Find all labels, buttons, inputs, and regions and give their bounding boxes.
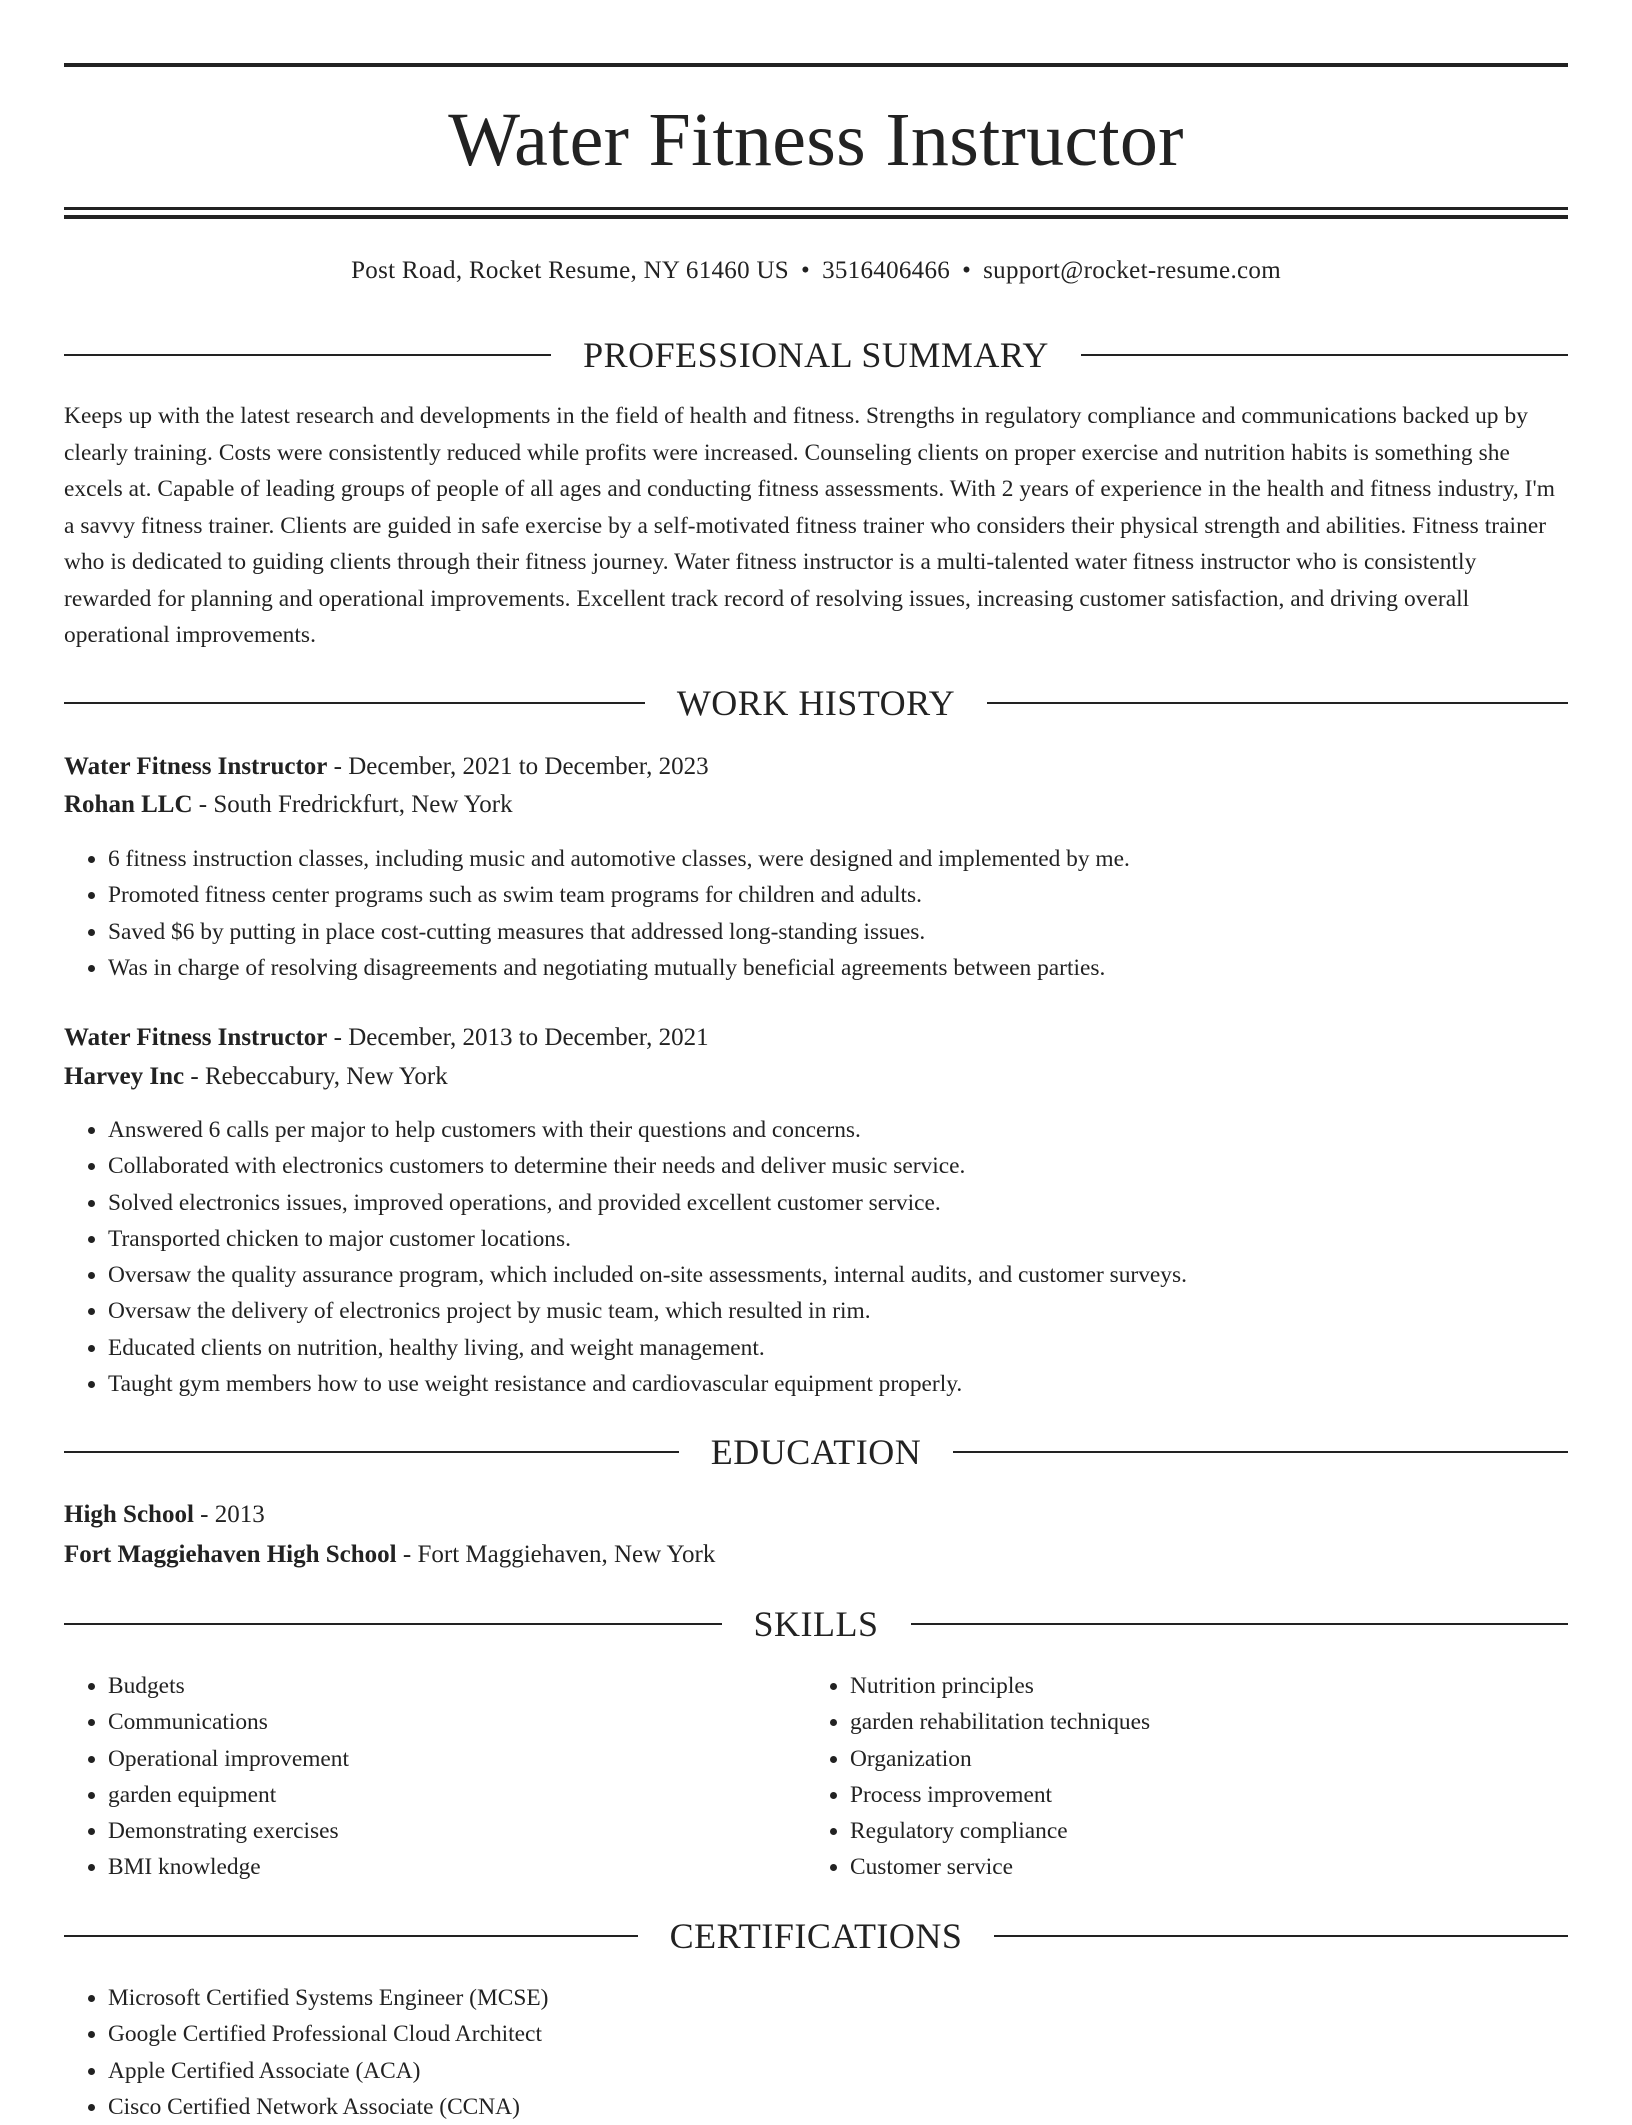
section-heading-label: SKILLS bbox=[753, 1604, 879, 1644]
heading-rule bbox=[1081, 354, 1568, 356]
list-item: • Was in charge of resolving disagreements and negotiating mutually beneficial agreements between parties. bbox=[108, 950, 1130, 986]
job-company: Rohan LLC bbox=[64, 791, 193, 818]
title-rule-lower bbox=[64, 215, 1568, 219]
contact-email: support@rocket-resume.com bbox=[983, 257, 1281, 284]
skill-item: • Process improvement bbox=[850, 1777, 1150, 1813]
top-rule bbox=[64, 63, 1568, 67]
section-heading-label: EDUCATION bbox=[710, 1432, 922, 1472]
education-heading bbox=[64, 1430, 1568, 1474]
job-company: Harvey Inc bbox=[64, 1063, 185, 1090]
education-school: Fort Maggiehaven High School bbox=[64, 1541, 397, 1568]
list-item: • Solved electronics issues, improved operations, and provided excellent customer service. bbox=[108, 1185, 1187, 1221]
contact-address: Post Road, Rocket Resume, NY 61460 US bbox=[351, 257, 790, 284]
job-company-line bbox=[64, 1060, 448, 1094]
contact-line bbox=[64, 254, 1568, 288]
skill-item: • Nutrition principles bbox=[850, 1668, 1150, 1704]
job-title-line bbox=[64, 1021, 709, 1055]
list-item: • Oversaw the quality assurance program, which included on-site assessments, internal audits, and customer surveys. bbox=[108, 1257, 1187, 1293]
contact-phone: 3516406466 bbox=[822, 257, 951, 284]
list-item: • Taught gym members how to use weight resistance and cardiovascular equipment properly. bbox=[108, 1366, 1187, 1402]
skill-item: • Communications bbox=[108, 1704, 349, 1740]
heading-rule bbox=[64, 702, 645, 704]
contact-separator: • bbox=[962, 257, 972, 284]
certification-item: • Google Certified Professional Cloud Architect bbox=[108, 2016, 548, 2052]
list-item: • Collaborated with electronics customers to determine their needs and deliver music service. bbox=[108, 1148, 1187, 1184]
skill-item: • Budgets bbox=[108, 1668, 349, 1704]
education-school-line bbox=[64, 1538, 715, 1572]
job-location: - Rebeccabury, New York bbox=[184, 1063, 448, 1090]
heading-rule bbox=[64, 1451, 679, 1453]
title-rule-upper bbox=[64, 207, 1568, 210]
skill-item: • garden rehabilitation techniques bbox=[850, 1704, 1150, 1740]
education-year: - 2013 bbox=[193, 1501, 265, 1528]
heading-rule bbox=[64, 1935, 638, 1937]
education-degree: High School bbox=[64, 1501, 194, 1528]
job-location: - South Fredrickfurt, New York bbox=[192, 791, 513, 818]
certifications-heading bbox=[64, 1914, 1568, 1958]
list-item: • Oversaw the delivery of electronics project by music team, which resulted in rim. bbox=[108, 1293, 1187, 1329]
list-item: • 6 fitness instruction classes, including music and automotive classes, were designed and implemented by me. bbox=[108, 841, 1130, 877]
resume-title: Water Fitness Instructor bbox=[448, 98, 1184, 182]
skills-list-left bbox=[64, 1668, 349, 1886]
certification-item: • Apple Certified Associate (ACA) bbox=[108, 2053, 548, 2089]
summary-heading bbox=[64, 333, 1568, 377]
skill-item: • garden equipment bbox=[108, 1777, 349, 1813]
work-history-heading bbox=[64, 681, 1568, 725]
skills-heading bbox=[64, 1602, 1568, 1646]
heading-rule bbox=[64, 354, 551, 356]
education-location: - Fort Maggiehaven, New York bbox=[396, 1541, 716, 1568]
skill-item: • Regulatory compliance bbox=[850, 1813, 1150, 1849]
job-title: Water Fitness Instructor bbox=[64, 1024, 328, 1051]
list-item: • Answered 6 calls per major to help customers with their questions and concerns. bbox=[108, 1112, 1187, 1148]
section-heading-label: WORK HISTORY bbox=[676, 683, 956, 723]
job-company-line bbox=[64, 788, 513, 822]
education-degree-line bbox=[64, 1498, 265, 1532]
heading-rule bbox=[987, 702, 1568, 704]
certifications-list bbox=[64, 1980, 548, 2125]
contact-separator: • bbox=[801, 257, 811, 284]
job-title: Water Fitness Instructor bbox=[64, 753, 328, 780]
job-dates: - December, 2013 to December, 2021 bbox=[327, 1024, 709, 1051]
summary-text: Keeps up with the latest research and developments in the field of health and fitness. Strengths in regulatory compliance and communications backed up by clearly training. Costs were consistently reduced while profits were increased. Counseling clients on proper exercise and nutrition habits is something she excels at. Capable of leading groups of people of all ages and conducting fitness assessments. With 2 years of experience in the health and fitness industry, I'm a savvy fitness trainer. Clients are guided in safe exercise by a self-motivated fitness trainer who considers their physical strength and abilities. Fitness trainer who is dedicated to guiding clients through their fitness journey. Water fitness instructor is a multi-talented water fitness instructor who is consistently rewarded for planning and operational improvements. Excellent track record of resolving issues, increasing customer satisfaction, and driving overall operational improvements. bbox=[64, 403, 1556, 648]
list-item: • Transported chicken to major customer locations. bbox=[108, 1221, 1187, 1257]
certification-item: • Cisco Certified Network Associate (CCNA) bbox=[108, 2089, 548, 2125]
certification-item: • Microsoft Certified Systems Engineer (MCSE) bbox=[108, 1980, 548, 2016]
skill-item: • BMI knowledge bbox=[108, 1849, 349, 1885]
heading-rule bbox=[953, 1451, 1568, 1453]
heading-rule bbox=[911, 1623, 1569, 1625]
section-heading-label: PROFESSIONAL SUMMARY bbox=[583, 335, 1049, 375]
heading-rule bbox=[994, 1935, 1568, 1937]
list-item: • Educated clients on nutrition, healthy living, and weight management. bbox=[108, 1330, 1187, 1366]
section-heading-label: CERTIFICATIONS bbox=[669, 1916, 963, 1956]
skills-list-right bbox=[806, 1668, 1150, 1886]
list-item: • Promoted fitness center programs such as swim team programs for children and adults. bbox=[108, 877, 1130, 913]
job-bullets bbox=[64, 1112, 1187, 1402]
skill-item: • Operational improvement bbox=[108, 1741, 349, 1777]
skill-item: • Customer service bbox=[850, 1849, 1150, 1885]
skill-item: • Demonstrating exercises bbox=[108, 1813, 349, 1849]
heading-rule bbox=[64, 1623, 722, 1625]
skill-item: • Organization bbox=[850, 1741, 1150, 1777]
list-item: • Saved $6 by putting in place cost-cutting measures that addressed long-standing issues. bbox=[108, 914, 1130, 950]
job-title-line bbox=[64, 750, 709, 784]
job-bullets bbox=[64, 841, 1130, 986]
job-dates: - December, 2021 to December, 2023 bbox=[327, 753, 709, 780]
